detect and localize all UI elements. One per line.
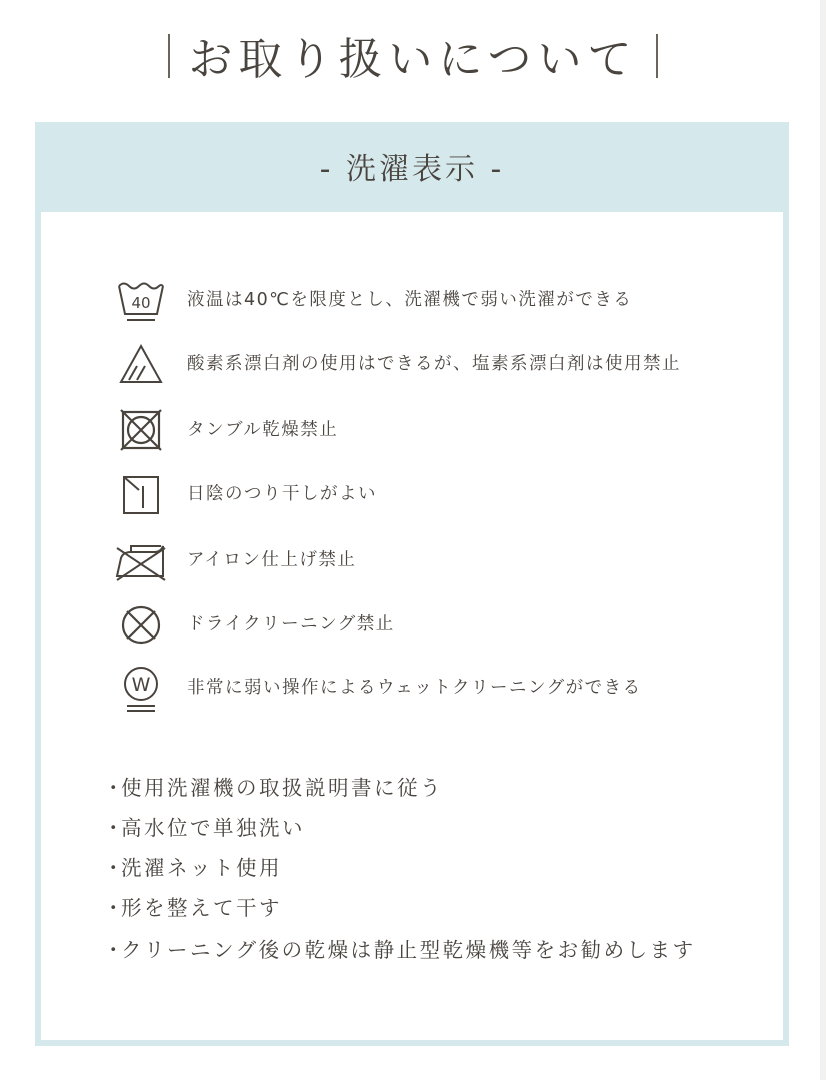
- oxygen-bleach-triangle-icon: [115, 338, 167, 390]
- care-text: アイロン仕上げ禁止: [187, 550, 357, 570]
- no-dry-clean-icon: [115, 598, 167, 650]
- care-panel: [35, 122, 789, 1046]
- panel-header: - 洗濯表示 -: [41, 128, 783, 212]
- wash-tub-temperature: 40: [131, 294, 151, 312]
- note-item: [103, 932, 696, 968]
- care-item-bleach: [115, 338, 755, 390]
- care-text: 液温は40℃を限度とし、洗濯機で弱い洗濯ができる: [187, 290, 633, 310]
- bullet: ・: [103, 816, 126, 840]
- note-text: 高水位で単独洗い: [121, 816, 305, 840]
- care-item-dry-clean: [115, 598, 755, 650]
- care-item-wet-clean: [115, 662, 755, 714]
- no-tumble-dry-icon: [115, 404, 167, 456]
- care-text: 非常に弱い操作によるウェットクリーニングができる: [187, 678, 642, 698]
- note-text: 洗濯ネット使用: [121, 856, 282, 880]
- bullet: ・: [103, 896, 126, 920]
- bullet: ・: [103, 938, 126, 962]
- care-text: タンブル乾燥禁止: [187, 420, 339, 440]
- care-item-iron: [115, 534, 755, 586]
- bullet: ・: [103, 776, 126, 800]
- care-item-wash-40: [115, 274, 755, 326]
- wet-clean-very-gentle-icon: [115, 662, 167, 714]
- page-edge: [820, 0, 826, 1080]
- note-text: クリーニング後の乾燥は静止型乾燥機等をお勧めします: [121, 938, 696, 962]
- note-item: [103, 810, 305, 846]
- care-text: 日陰のつり干しがよい: [187, 484, 377, 504]
- care-text: 酸素系漂白剤の使用はできるが、塩素系漂白剤は使用禁止: [187, 354, 681, 374]
- title-bar-left: [168, 34, 170, 78]
- note-item: [103, 890, 282, 926]
- care-item-line-dry: [115, 468, 755, 520]
- note-text: 形を整えて干す: [121, 896, 282, 920]
- no-iron-icon: [115, 534, 167, 586]
- note-text: 使用洗濯機の取扱説明書に従う: [121, 776, 443, 800]
- line-dry-shade-icon: [115, 468, 167, 520]
- note-item: [103, 770, 443, 806]
- wash-tub-40-icon: [115, 274, 167, 326]
- page-title: [0, 28, 826, 90]
- care-item-tumble: [115, 404, 755, 456]
- wet-clean-letter: W: [131, 674, 151, 696]
- title-bar-right: [656, 34, 658, 78]
- bullet: ・: [103, 856, 126, 880]
- note-item: [103, 850, 282, 886]
- page-title-text: お取り扱いについて: [188, 34, 638, 85]
- care-text: ドライクリーニング禁止: [187, 614, 395, 634]
